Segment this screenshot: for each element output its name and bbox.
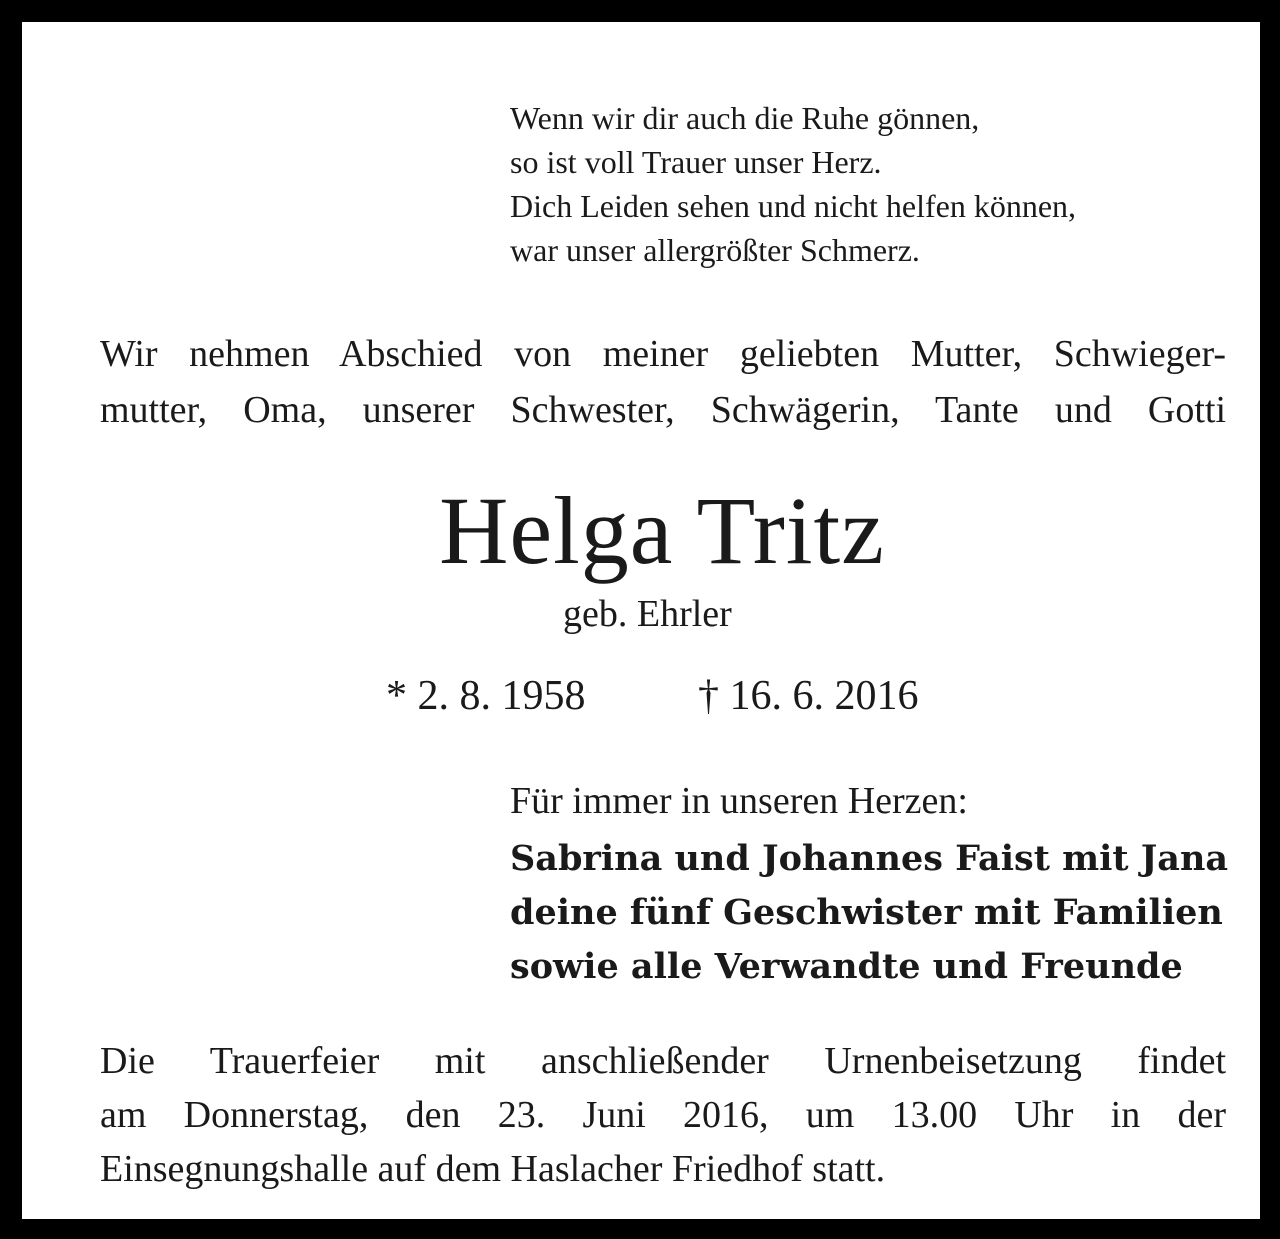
intro-line: mutter, Oma, unserer Schwester, Schwägerin, Tante und Gotti xyxy=(100,389,1226,431)
bereaved-name-line: deine fünf Geschwister mit Familien xyxy=(510,892,1223,933)
deceased-name: Helga Tritz xyxy=(439,477,885,584)
funeral-service-notice xyxy=(100,1034,1226,1196)
service-line: Einsegnungshalle auf dem Haslacher Friedhof statt. xyxy=(100,1148,886,1190)
death-date: † 16. 6. 2016 xyxy=(698,673,919,719)
bereaved-name-line: sowie alle Verwandte und Freunde xyxy=(510,946,1183,987)
bereaved-section xyxy=(510,774,1250,994)
poem-line: Dich Leiden sehen und nicht helfen können, xyxy=(510,188,1077,224)
poem-line: so ist voll Trauer unser Herz. xyxy=(510,144,882,180)
intro-line: Wir nehmen Abschied von meiner geliebten Mutter, Schwieger- xyxy=(100,333,1226,375)
bereaved-heading: Für immer in unseren Herzen: xyxy=(510,780,968,822)
poem-line: Wenn wir dir auch die Ruhe gönnen, xyxy=(510,100,980,136)
maiden-name: geb. Ehrler xyxy=(563,593,732,635)
poem-line: war unser allergrößter Schmerz. xyxy=(510,232,920,268)
service-line: Die Trauerfeier mit anschließender Urnenbeisetzung findet xyxy=(100,1040,1226,1082)
service-line: am Donnerstag, den 23. Juni 2016, um 13.00 Uhr in der xyxy=(100,1094,1226,1136)
bereaved-names xyxy=(510,832,1250,994)
bereaved-name-line: Sabrina und Johannes Faist mit Jana xyxy=(510,838,1229,879)
birth-date: * 2. 8. 1958 xyxy=(386,673,586,719)
farewell-intro xyxy=(100,326,1226,438)
memorial-poem xyxy=(510,96,1210,272)
